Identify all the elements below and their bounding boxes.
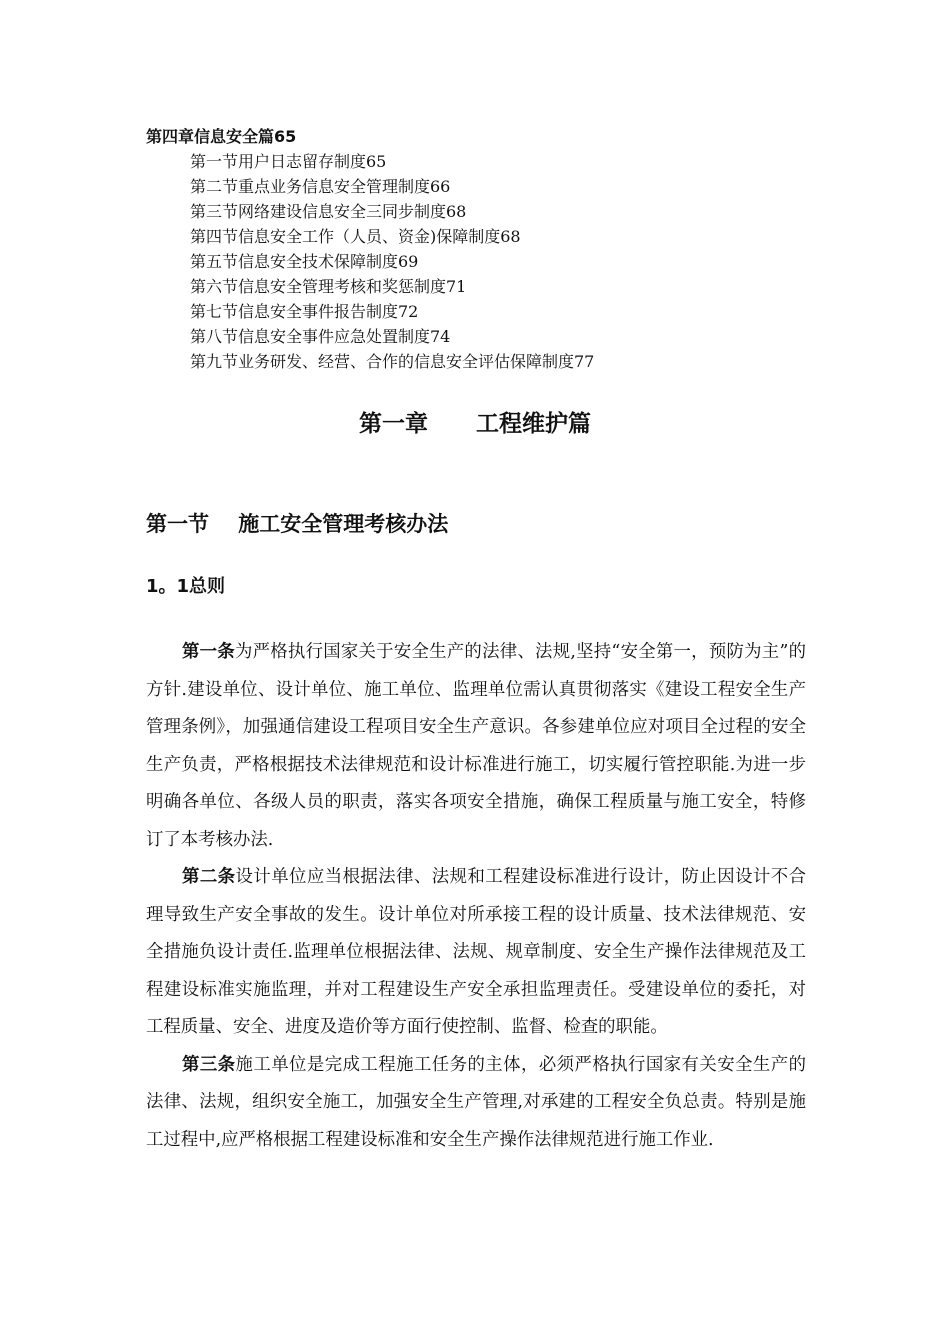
article-paragraph	[146, 634, 806, 859]
article-paragraph	[146, 1047, 806, 1160]
table-of-contents	[146, 125, 846, 374]
toc-section-entry[interactable]: 第四节信息安全工作（人员、资金)保障制度68	[190, 227, 521, 246]
toc-section-entry[interactable]: 第八节信息安全事件应急处置制度74	[190, 327, 451, 346]
article-number: 第二条	[182, 867, 236, 887]
toc-section-entry[interactable]: 第三节网络建设信息安全三同步制度68	[190, 202, 467, 221]
article-text: 设计单位应当根据法律、法规和工程建设标准进行设计，防止因设计不合理导致生产安全事故的发生。设计单位对所承接工程的设计质量、技术法律规范、安全措施负设计责任.监理单位根据法律、法规、规章制度、安全生产操作法律规范及工程建设标准实施监理，并对工程建设生产安全承担监理责任。受建设单位的委托，对工程质量、安全、进度及造价等方面行使控制、监督、检查的职能。	[146, 867, 806, 1037]
toc-section-entry[interactable]: 第一节用户日志留存制度65	[190, 152, 387, 171]
section-heading: 第一节 施工安全管理考核办法	[146, 512, 449, 536]
article-text: 施工单位是完成工程施工任务的主体，必须严格执行国家有关安全生产的法律、法规，组织安全施工，加强安全生产管理,对承建的工程安全负总责。特别是施工过程中,应严格根据工程建设标准和安全生产操作法律规范进行施工作业.	[146, 1054, 806, 1150]
article-number: 第三条	[182, 1054, 236, 1075]
article-text: 为严格执行国家关于安全生产的法律、法规,坚持“安全第一，预防为主”的方针.建设单位、设计单位、施工单位、监理单位需认真贯彻落实《建设工程安全生产管理条例》，加强通信建设工程项目安全生产意识。各参建单位应对项目全过程的安全生产负责，严格根据技术法律规范和设计标准进行施工，切实履行管控职能.为进一步明确各单位、各级人员的职责，落实各项安全措施，确保工程质量与施工安全，特修订了本考核办法.	[146, 642, 806, 850]
body-text	[146, 634, 806, 1159]
article-paragraph	[146, 859, 806, 1047]
toc-section-entry[interactable]: 第五节信息安全技术保障制度69	[190, 252, 419, 271]
toc-section-entry[interactable]: 第六节信息安全管理考核和奖惩制度71	[190, 277, 467, 296]
article-number: 第一条	[182, 642, 235, 662]
toc-section-entry[interactable]: 第九节业务研发、经营、合作的信息安全评估保障制度77	[190, 352, 595, 371]
subsection-heading: 1。1总则	[146, 576, 226, 597]
toc-chapter-entry[interactable]: 第四章信息安全篇65	[146, 127, 297, 146]
chapter-heading: 第一章 工程维护篇	[358, 411, 592, 437]
toc-section-entry[interactable]: 第二节重点业务信息安全管理制度66	[190, 177, 451, 196]
toc-section-entry[interactable]: 第七节信息安全事件报告制度72	[190, 302, 419, 321]
